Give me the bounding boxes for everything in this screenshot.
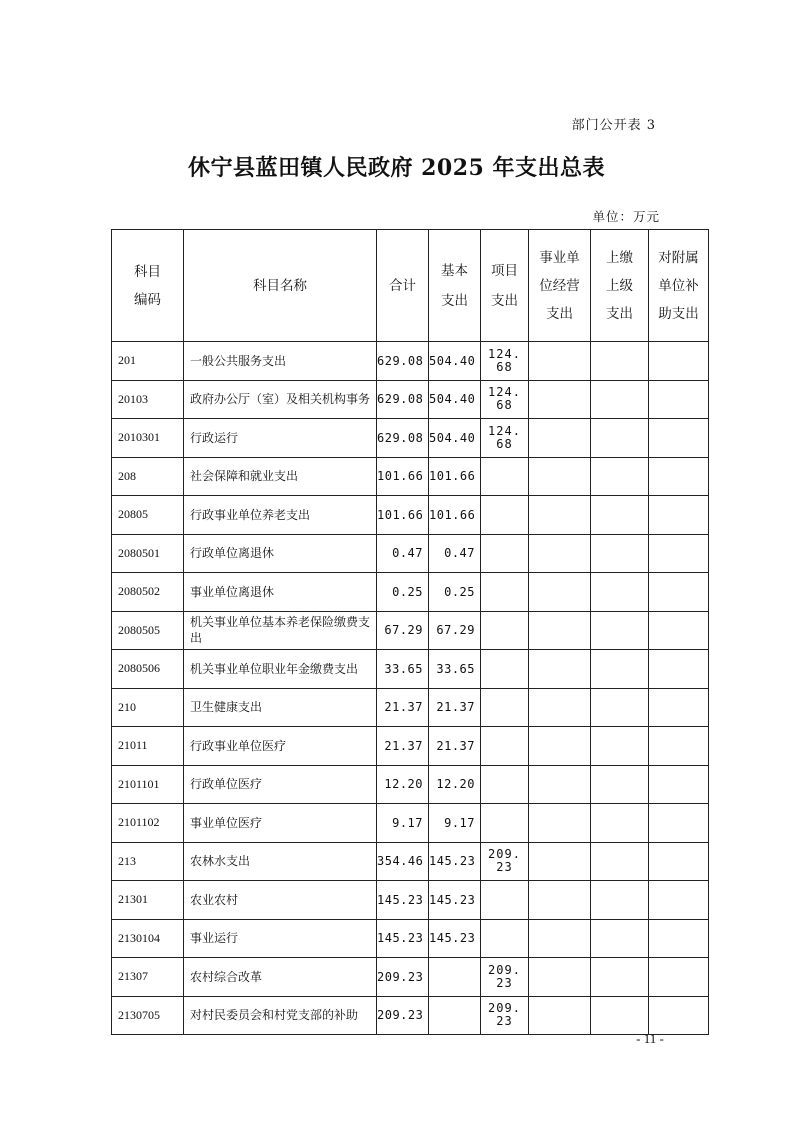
subsidy-cell — [649, 919, 709, 958]
subsidy-cell — [649, 996, 709, 1035]
business-cell — [529, 611, 591, 650]
basic-cell: 101.66 — [429, 457, 481, 496]
table-row — [112, 611, 709, 650]
name-cell: 行政单位医疗 — [184, 765, 377, 804]
total-cell: 21.37 — [377, 688, 429, 727]
code-cell: 20805 — [112, 496, 184, 535]
table-row — [112, 342, 709, 381]
remit-cell — [591, 919, 649, 958]
name-cell: 机关事业单位职业年金缴费支出 — [184, 650, 377, 689]
code-cell: 2101102 — [112, 804, 184, 843]
remit-cell — [591, 804, 649, 843]
column-header-basic: 基本 支出 — [429, 230, 481, 342]
basic-cell: 504.40 — [429, 419, 481, 458]
table-row — [112, 727, 709, 766]
table-row — [112, 457, 709, 496]
name-cell: 社会保障和就业支出 — [184, 457, 377, 496]
basic-cell: 33.65 — [429, 650, 481, 689]
column-header-project: 项目 支出 — [481, 230, 529, 342]
subsidy-cell — [649, 380, 709, 419]
total-cell: 12.20 — [377, 765, 429, 804]
table-row — [112, 842, 709, 881]
subsidy-cell — [649, 611, 709, 650]
column-header-total: 合计 — [377, 230, 429, 342]
code-cell: 208 — [112, 457, 184, 496]
expense-table — [111, 229, 709, 1035]
project-cell — [481, 804, 529, 843]
column-header-subsidy: 对附属 单位补 助支出 — [649, 230, 709, 342]
remit-cell — [591, 419, 649, 458]
remit-cell — [591, 996, 649, 1035]
remit-cell — [591, 496, 649, 535]
code-cell: 21307 — [112, 958, 184, 997]
name-cell: 农业农村 — [184, 881, 377, 920]
table-row — [112, 881, 709, 920]
total-cell: 209.23 — [377, 958, 429, 997]
code-cell: 2130705 — [112, 996, 184, 1035]
form-label: 部门公开表 3 — [571, 118, 656, 133]
remit-cell — [591, 573, 649, 612]
business-cell — [529, 573, 591, 612]
business-cell — [529, 919, 591, 958]
project-cell: 124.68 — [481, 380, 529, 419]
remit-cell — [591, 457, 649, 496]
table-row — [112, 496, 709, 535]
project-cell — [481, 650, 529, 689]
basic-cell: 0.47 — [429, 534, 481, 573]
total-cell: 629.08 — [377, 419, 429, 458]
business-cell — [529, 765, 591, 804]
name-cell: 行政事业单位医疗 — [184, 727, 377, 766]
basic-cell: 145.23 — [429, 842, 481, 881]
business-cell — [529, 496, 591, 535]
basic-cell: 145.23 — [429, 919, 481, 958]
remit-cell — [591, 842, 649, 881]
business-cell — [529, 881, 591, 920]
table-row — [112, 765, 709, 804]
remit-cell — [591, 650, 649, 689]
total-cell: 629.08 — [377, 342, 429, 381]
business-cell — [529, 650, 591, 689]
project-cell — [481, 457, 529, 496]
basic-cell: 504.40 — [429, 380, 481, 419]
table-row — [112, 996, 709, 1035]
total-cell: 67.29 — [377, 611, 429, 650]
project-cell — [481, 534, 529, 573]
total-cell: 145.23 — [377, 881, 429, 920]
business-cell — [529, 688, 591, 727]
table-row — [112, 804, 709, 843]
column-header-remit: 上缴 上级 支出 — [591, 230, 649, 342]
code-cell: 201 — [112, 342, 184, 381]
project-cell: 124.68 — [481, 419, 529, 458]
project-cell: 209.23 — [481, 996, 529, 1035]
name-cell: 农村综合改革 — [184, 958, 377, 997]
subsidy-cell — [649, 650, 709, 689]
total-cell: 629.08 — [377, 380, 429, 419]
total-cell: 101.66 — [377, 496, 429, 535]
code-cell: 2080502 — [112, 573, 184, 612]
name-cell: 政府办公厅（室）及相关机构事务 — [184, 380, 377, 419]
project-cell: 209.23 — [481, 842, 529, 881]
subsidy-cell — [649, 804, 709, 843]
remit-cell — [591, 881, 649, 920]
business-cell — [529, 727, 591, 766]
name-cell: 对村民委员会和村党支部的补助 — [184, 996, 377, 1035]
basic-cell: 21.37 — [429, 727, 481, 766]
business-cell — [529, 419, 591, 458]
name-cell: 行政单位离退休 — [184, 534, 377, 573]
basic-cell — [429, 958, 481, 997]
page-title: 休宁县蓝田镇人民政府 2025 年支出总表 — [187, 155, 606, 181]
remit-cell — [591, 688, 649, 727]
basic-cell: 0.25 — [429, 573, 481, 612]
basic-cell: 12.20 — [429, 765, 481, 804]
code-cell: 2080501 — [112, 534, 184, 573]
name-cell: 一般公共服务支出 — [184, 342, 377, 381]
project-cell — [481, 881, 529, 920]
unit-label: 单位：万元 — [592, 209, 660, 224]
total-cell: 0.25 — [377, 573, 429, 612]
remit-cell — [591, 611, 649, 650]
remit-cell — [591, 342, 649, 381]
name-cell: 事业单位离退休 — [184, 573, 377, 612]
project-cell — [481, 496, 529, 535]
code-cell: 2130104 — [112, 919, 184, 958]
name-cell: 农林水支出 — [184, 842, 377, 881]
total-cell: 0.47 — [377, 534, 429, 573]
code-cell: 21011 — [112, 727, 184, 766]
subsidy-cell — [649, 419, 709, 458]
table-body — [112, 342, 709, 1035]
project-cell: 209.23 — [481, 958, 529, 997]
code-cell: 2080505 — [112, 611, 184, 650]
page-number: - 11 - — [636, 1031, 664, 1046]
subsidy-cell — [649, 881, 709, 920]
total-cell: 33.65 — [377, 650, 429, 689]
table-row — [112, 958, 709, 997]
subsidy-cell — [649, 842, 709, 881]
remit-cell — [591, 958, 649, 997]
remit-cell — [591, 534, 649, 573]
total-cell: 101.66 — [377, 457, 429, 496]
project-cell: 124.68 — [481, 342, 529, 381]
project-cell — [481, 688, 529, 727]
name-cell: 机关事业单位基本养老保险缴费支出 — [184, 611, 377, 650]
subsidy-cell — [649, 727, 709, 766]
name-cell: 卫生健康支出 — [184, 688, 377, 727]
project-cell — [481, 727, 529, 766]
name-cell: 事业单位医疗 — [184, 804, 377, 843]
remit-cell — [591, 765, 649, 804]
basic-cell — [429, 996, 481, 1035]
basic-cell: 21.37 — [429, 688, 481, 727]
code-cell: 21301 — [112, 881, 184, 920]
business-cell — [529, 534, 591, 573]
business-cell — [529, 804, 591, 843]
remit-cell — [591, 380, 649, 419]
table-row — [112, 650, 709, 689]
subsidy-cell — [649, 534, 709, 573]
code-cell: 20103 — [112, 380, 184, 419]
code-cell: 2080506 — [112, 650, 184, 689]
table-row — [112, 534, 709, 573]
project-cell — [481, 573, 529, 612]
code-cell: 2010301 — [112, 419, 184, 458]
basic-cell: 145.23 — [429, 881, 481, 920]
name-cell: 行政事业单位养老支出 — [184, 496, 377, 535]
remit-cell — [591, 727, 649, 766]
subsidy-cell — [649, 496, 709, 535]
table-row — [112, 573, 709, 612]
project-cell — [481, 765, 529, 804]
total-cell: 9.17 — [377, 804, 429, 843]
subsidy-cell — [649, 765, 709, 804]
business-cell — [529, 380, 591, 419]
table-row — [112, 419, 709, 458]
table-row — [112, 919, 709, 958]
business-cell — [529, 342, 591, 381]
subsidy-cell — [649, 573, 709, 612]
column-header-code: 科目 编码 — [112, 230, 184, 342]
name-cell: 事业运行 — [184, 919, 377, 958]
business-cell — [529, 958, 591, 997]
table-row — [112, 380, 709, 419]
total-cell: 354.46 — [377, 842, 429, 881]
project-cell — [481, 919, 529, 958]
code-cell: 210 — [112, 688, 184, 727]
business-cell — [529, 842, 591, 881]
total-cell: 145.23 — [377, 919, 429, 958]
subsidy-cell — [649, 688, 709, 727]
basic-cell: 9.17 — [429, 804, 481, 843]
basic-cell: 504.40 — [429, 342, 481, 381]
code-cell: 213 — [112, 842, 184, 881]
basic-cell: 101.66 — [429, 496, 481, 535]
total-cell: 21.37 — [377, 727, 429, 766]
name-cell: 行政运行 — [184, 419, 377, 458]
table-row — [112, 688, 709, 727]
header-row — [112, 230, 709, 342]
project-cell — [481, 611, 529, 650]
code-cell: 2101101 — [112, 765, 184, 804]
subsidy-cell — [649, 342, 709, 381]
total-cell: 209.23 — [377, 996, 429, 1035]
subsidy-cell — [649, 457, 709, 496]
subsidy-cell — [649, 958, 709, 997]
business-cell — [529, 457, 591, 496]
column-header-business: 事业单 位经营 支出 — [529, 230, 591, 342]
basic-cell: 67.29 — [429, 611, 481, 650]
column-header-name: 科目名称 — [184, 230, 377, 342]
business-cell — [529, 996, 591, 1035]
